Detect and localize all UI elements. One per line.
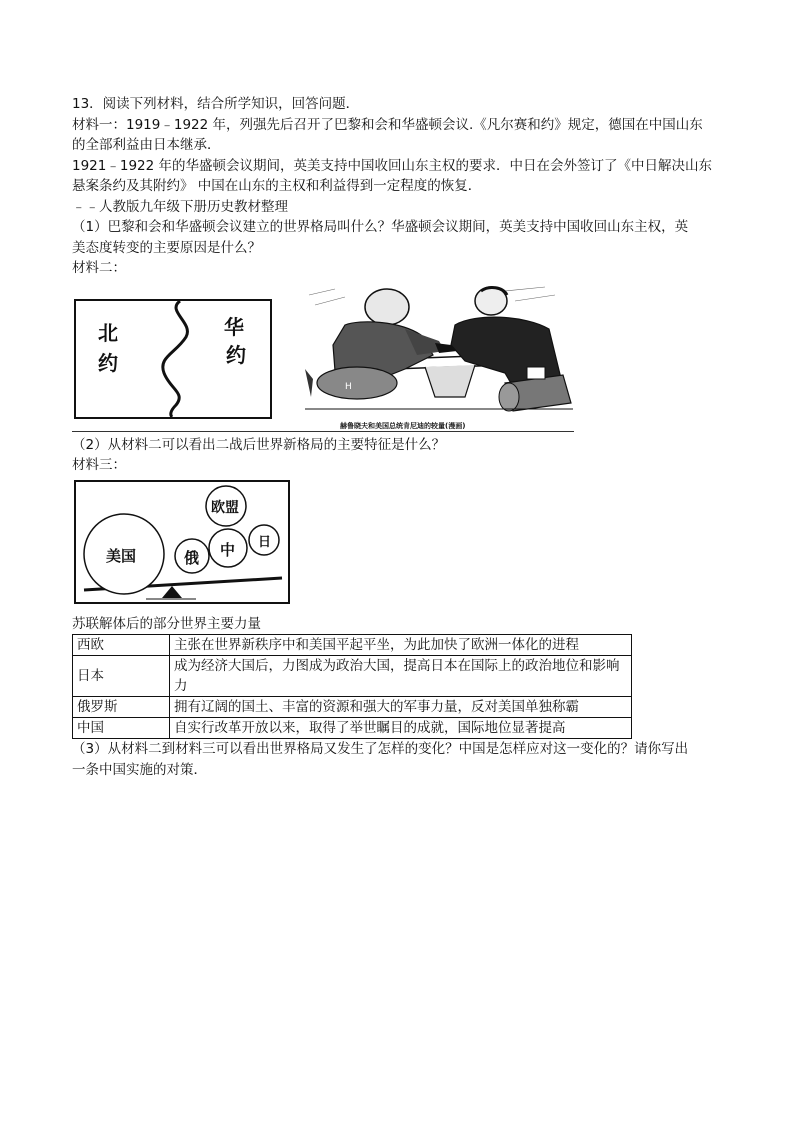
row-description: 拥有辽阔的国土、丰富的资源和强大的军事力量，反对美国单独称霸 — [170, 697, 632, 718]
question-1-line-2: 美态度转变的主要原因是什么？ — [72, 239, 261, 256]
material-three-label: 材料三： — [72, 457, 126, 473]
row-name: 西欧 — [73, 635, 170, 656]
world-powers-table — [72, 634, 632, 739]
question-2: （2）从材料二可以看出二战后世界新格局的主要特征是什么？ — [72, 436, 446, 453]
balance-label-japan: 日 — [258, 534, 272, 550]
balance-label-russia: 俄 — [184, 548, 200, 567]
row-description: 成为经济大国后，力图成为政治大国，提高日本在国际上的政治地位和影响力 — [170, 656, 632, 697]
row-name: 日本 — [73, 656, 170, 697]
row-description: 主张在世界新秩序中和美国平起平坐，为此加快了欧洲一体化的进程 — [170, 635, 632, 656]
question-1-line-1: （1）巴黎和会和华盛顿会议建立的世界格局叫什么？华盛顿会议期间，英美支持中国收回山东主权，英 — [72, 219, 689, 235]
map-label-north-yue: 约 — [98, 350, 118, 375]
material-source: ﹣﹣人教版九年级下册历史教材整理 — [72, 198, 288, 215]
table-row — [73, 656, 632, 697]
question-title: 13．阅读下列材料，结合所学知识，回答问题． — [72, 96, 360, 112]
table-row — [73, 697, 632, 718]
row-name: 中国 — [73, 718, 170, 739]
balance-figure — [74, 480, 290, 604]
balance-label-usa: 美国 — [106, 546, 137, 565]
question-3-line-2: 一条中国实施的对策． — [72, 761, 207, 778]
material-one-line-3: 1921﹣1922 年的华盛顿会议期间，英美支持中国收回山东主权的要求．中日在会外签订了《中日解决山东 — [72, 157, 713, 174]
question-3-line-1: （3）从材料二到材料三可以看出世界格局又发生了怎样的变化？中国是怎样应对这一变化的？请你写出 — [72, 741, 689, 757]
cartoon-caption: 赫鲁晓夫和美国总统肯尼迪的较量(漫画) — [340, 421, 466, 430]
map-label-north: 北 — [98, 320, 118, 345]
balance-label-eu: 欧盟 — [211, 499, 239, 516]
table-row — [73, 718, 632, 739]
material-two-label: 材料二： — [72, 260, 126, 276]
map-label-hua-yue: 约 — [226, 342, 246, 367]
svg-text:H: H — [345, 381, 352, 392]
nato-warsaw-map — [74, 299, 272, 419]
material-one-line-2: 的全部利益由日本继承． — [72, 137, 221, 153]
row-description: 自实行改革开放以来，取得了举世瞩目的成就，国际地位显著提高 — [170, 718, 632, 739]
material-one-line-4: 悬案条约及其附约》 中国在山东的主权和利益得到一定程度的恢复． — [72, 178, 482, 194]
material-two-figures — [72, 285, 722, 435]
table-caption: 苏联解体后的部分世界主要力量 — [72, 615, 261, 632]
table-row — [73, 635, 632, 656]
figure-underline — [72, 431, 574, 432]
material-one-line-1: 材料一：1919﹣1922 年，列强先后召开了巴黎和会和华盛顿会议.《凡尔赛和约》规定，德国在中国山东 — [72, 116, 703, 133]
balance-label-china: 中 — [220, 540, 236, 559]
question-page — [72, 94, 722, 780]
map-label-hua: 华 — [224, 314, 244, 339]
balance-scale-icon — [76, 482, 288, 602]
arm-wrestling-cartoon — [305, 285, 573, 423]
row-name: 俄罗斯 — [73, 697, 170, 718]
